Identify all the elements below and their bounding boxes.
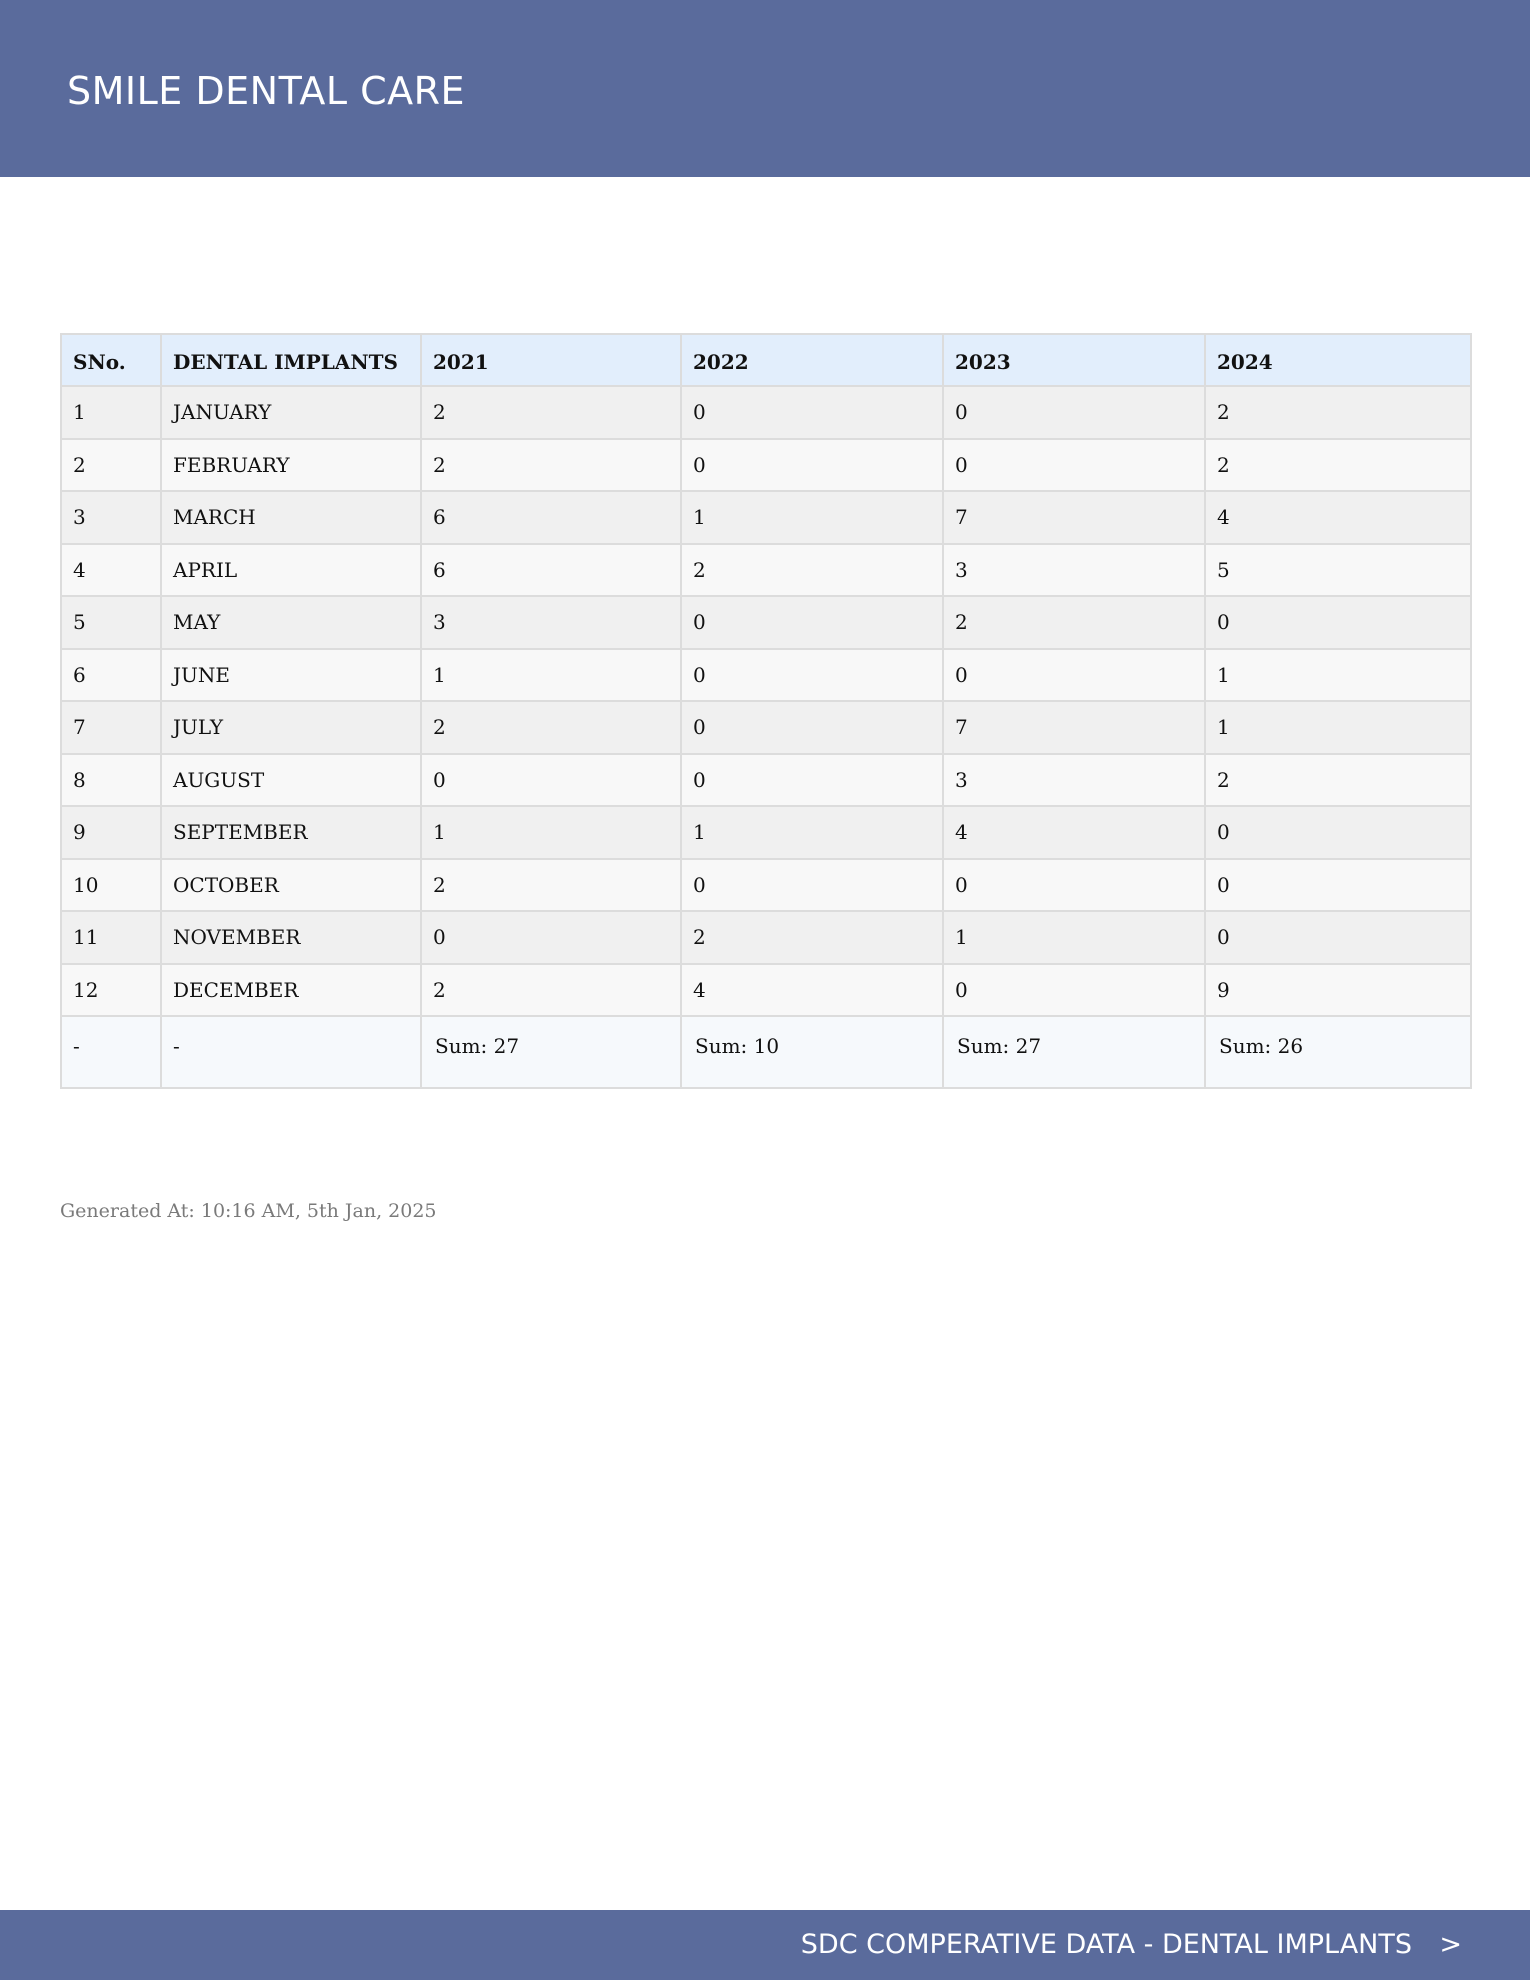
cell-sno: 3 — [61, 491, 161, 544]
cell-2022: 1 — [681, 491, 943, 544]
cell-2023: 0 — [943, 859, 1205, 912]
cell-2024: 5 — [1205, 544, 1471, 597]
cell-2023: 0 — [943, 964, 1205, 1017]
cell-2022: 0 — [681, 386, 943, 439]
totals-cell-sno: - — [61, 1016, 161, 1088]
table-body — [61, 386, 1471, 1016]
sum-2022: Sum: 10 — [681, 1016, 943, 1088]
column-header-dental-implants: DENTAL IMPLANTS — [161, 334, 421, 386]
column-header-2021: 2021 — [421, 334, 681, 386]
cell-month: JANUARY — [161, 386, 421, 439]
page-footer — [0, 1910, 1530, 1980]
cell-2022: 1 — [681, 806, 943, 859]
implants-table-container — [60, 333, 1470, 1089]
cell-sno: 6 — [61, 649, 161, 702]
column-header-2023: 2023 — [943, 334, 1205, 386]
table-header-row — [61, 334, 1471, 386]
cell-2022: 0 — [681, 754, 943, 807]
cell-sno: 12 — [61, 964, 161, 1017]
cell-2024: 9 — [1205, 964, 1471, 1017]
table-row — [61, 544, 1471, 597]
table-row — [61, 859, 1471, 912]
cell-2021: 0 — [421, 911, 681, 964]
cell-2023: 3 — [943, 754, 1205, 807]
cell-2023: 0 — [943, 439, 1205, 492]
cell-2021: 2 — [421, 439, 681, 492]
cell-2021: 0 — [421, 754, 681, 807]
cell-2021: 6 — [421, 544, 681, 597]
cell-2024: 2 — [1205, 754, 1471, 807]
table-row — [61, 754, 1471, 807]
table-row — [61, 386, 1471, 439]
cell-sno: 7 — [61, 701, 161, 754]
cell-sno: 8 — [61, 754, 161, 807]
cell-2024: 1 — [1205, 649, 1471, 702]
cell-sno: 10 — [61, 859, 161, 912]
clinic-title: SMILE DENTAL CARE — [67, 69, 466, 113]
table-row — [61, 439, 1471, 492]
sum-2024: Sum: 26 — [1205, 1016, 1471, 1088]
cell-2024: 0 — [1205, 911, 1471, 964]
page-header — [0, 0, 1530, 177]
table-header — [61, 334, 1471, 386]
cell-month: OCTOBER — [161, 859, 421, 912]
cell-month: SEPTEMBER — [161, 806, 421, 859]
generated-timestamp: Generated At: 10:16 AM, 5th Jan, 2025 — [60, 1200, 437, 1222]
cell-sno: 11 — [61, 911, 161, 964]
column-header-sno: SNo. — [61, 334, 161, 386]
cell-2021: 6 — [421, 491, 681, 544]
cell-sno: 5 — [61, 596, 161, 649]
cell-sno: 9 — [61, 806, 161, 859]
cell-2022: 0 — [681, 649, 943, 702]
cell-2021: 1 — [421, 806, 681, 859]
cell-sno: 1 — [61, 386, 161, 439]
cell-2021: 3 — [421, 596, 681, 649]
cell-month: FEBRUARY — [161, 439, 421, 492]
cell-2022: 0 — [681, 701, 943, 754]
cell-2024: 4 — [1205, 491, 1471, 544]
cell-2024: 0 — [1205, 596, 1471, 649]
cell-2022: 4 — [681, 964, 943, 1017]
cell-2021: 2 — [421, 701, 681, 754]
totals-cell-month: - — [161, 1016, 421, 1088]
cell-month: MAY — [161, 596, 421, 649]
table-row — [61, 806, 1471, 859]
cell-2022: 0 — [681, 596, 943, 649]
cell-sno: 4 — [61, 544, 161, 597]
cell-2023: 0 — [943, 386, 1205, 439]
table-footer — [61, 1016, 1471, 1088]
cell-month: DECEMBER — [161, 964, 421, 1017]
cell-2023: 1 — [943, 911, 1205, 964]
cell-2021: 1 — [421, 649, 681, 702]
cell-2023: 3 — [943, 544, 1205, 597]
cell-2021: 2 — [421, 386, 681, 439]
cell-sno: 2 — [61, 439, 161, 492]
table-row — [61, 649, 1471, 702]
sum-2021: Sum: 27 — [421, 1016, 681, 1088]
table-row — [61, 701, 1471, 754]
cell-month: JUNE — [161, 649, 421, 702]
cell-month: APRIL — [161, 544, 421, 597]
footer-title: SDC COMPERATIVE DATA - DENTAL IMPLANTS — [800, 1929, 1412, 1960]
cell-2024: 2 — [1205, 439, 1471, 492]
cell-2022: 0 — [681, 439, 943, 492]
cell-month: JULY — [161, 701, 421, 754]
cell-2023: 4 — [943, 806, 1205, 859]
table-row — [61, 964, 1471, 1017]
cell-2024: 2 — [1205, 386, 1471, 439]
cell-month: MARCH — [161, 491, 421, 544]
cell-2023: 0 — [943, 649, 1205, 702]
cell-2022: 0 — [681, 859, 943, 912]
column-header-2022: 2022 — [681, 334, 943, 386]
cell-month: AUGUST — [161, 754, 421, 807]
table-row — [61, 491, 1471, 544]
cell-2021: 2 — [421, 859, 681, 912]
column-header-2024: 2024 — [1205, 334, 1471, 386]
cell-2022: 2 — [681, 911, 943, 964]
next-arrow-icon[interactable]: > — [1439, 1929, 1462, 1960]
cell-month: NOVEMBER — [161, 911, 421, 964]
cell-2024: 0 — [1205, 859, 1471, 912]
cell-2024: 0 — [1205, 806, 1471, 859]
cell-2021: 2 — [421, 964, 681, 1017]
table-row — [61, 596, 1471, 649]
cell-2022: 2 — [681, 544, 943, 597]
cell-2023: 2 — [943, 596, 1205, 649]
sum-2023: Sum: 27 — [943, 1016, 1205, 1088]
cell-2023: 7 — [943, 701, 1205, 754]
cell-2023: 7 — [943, 491, 1205, 544]
table-row — [61, 911, 1471, 964]
implants-table — [60, 333, 1472, 1089]
cell-2024: 1 — [1205, 701, 1471, 754]
totals-row — [61, 1016, 1471, 1088]
